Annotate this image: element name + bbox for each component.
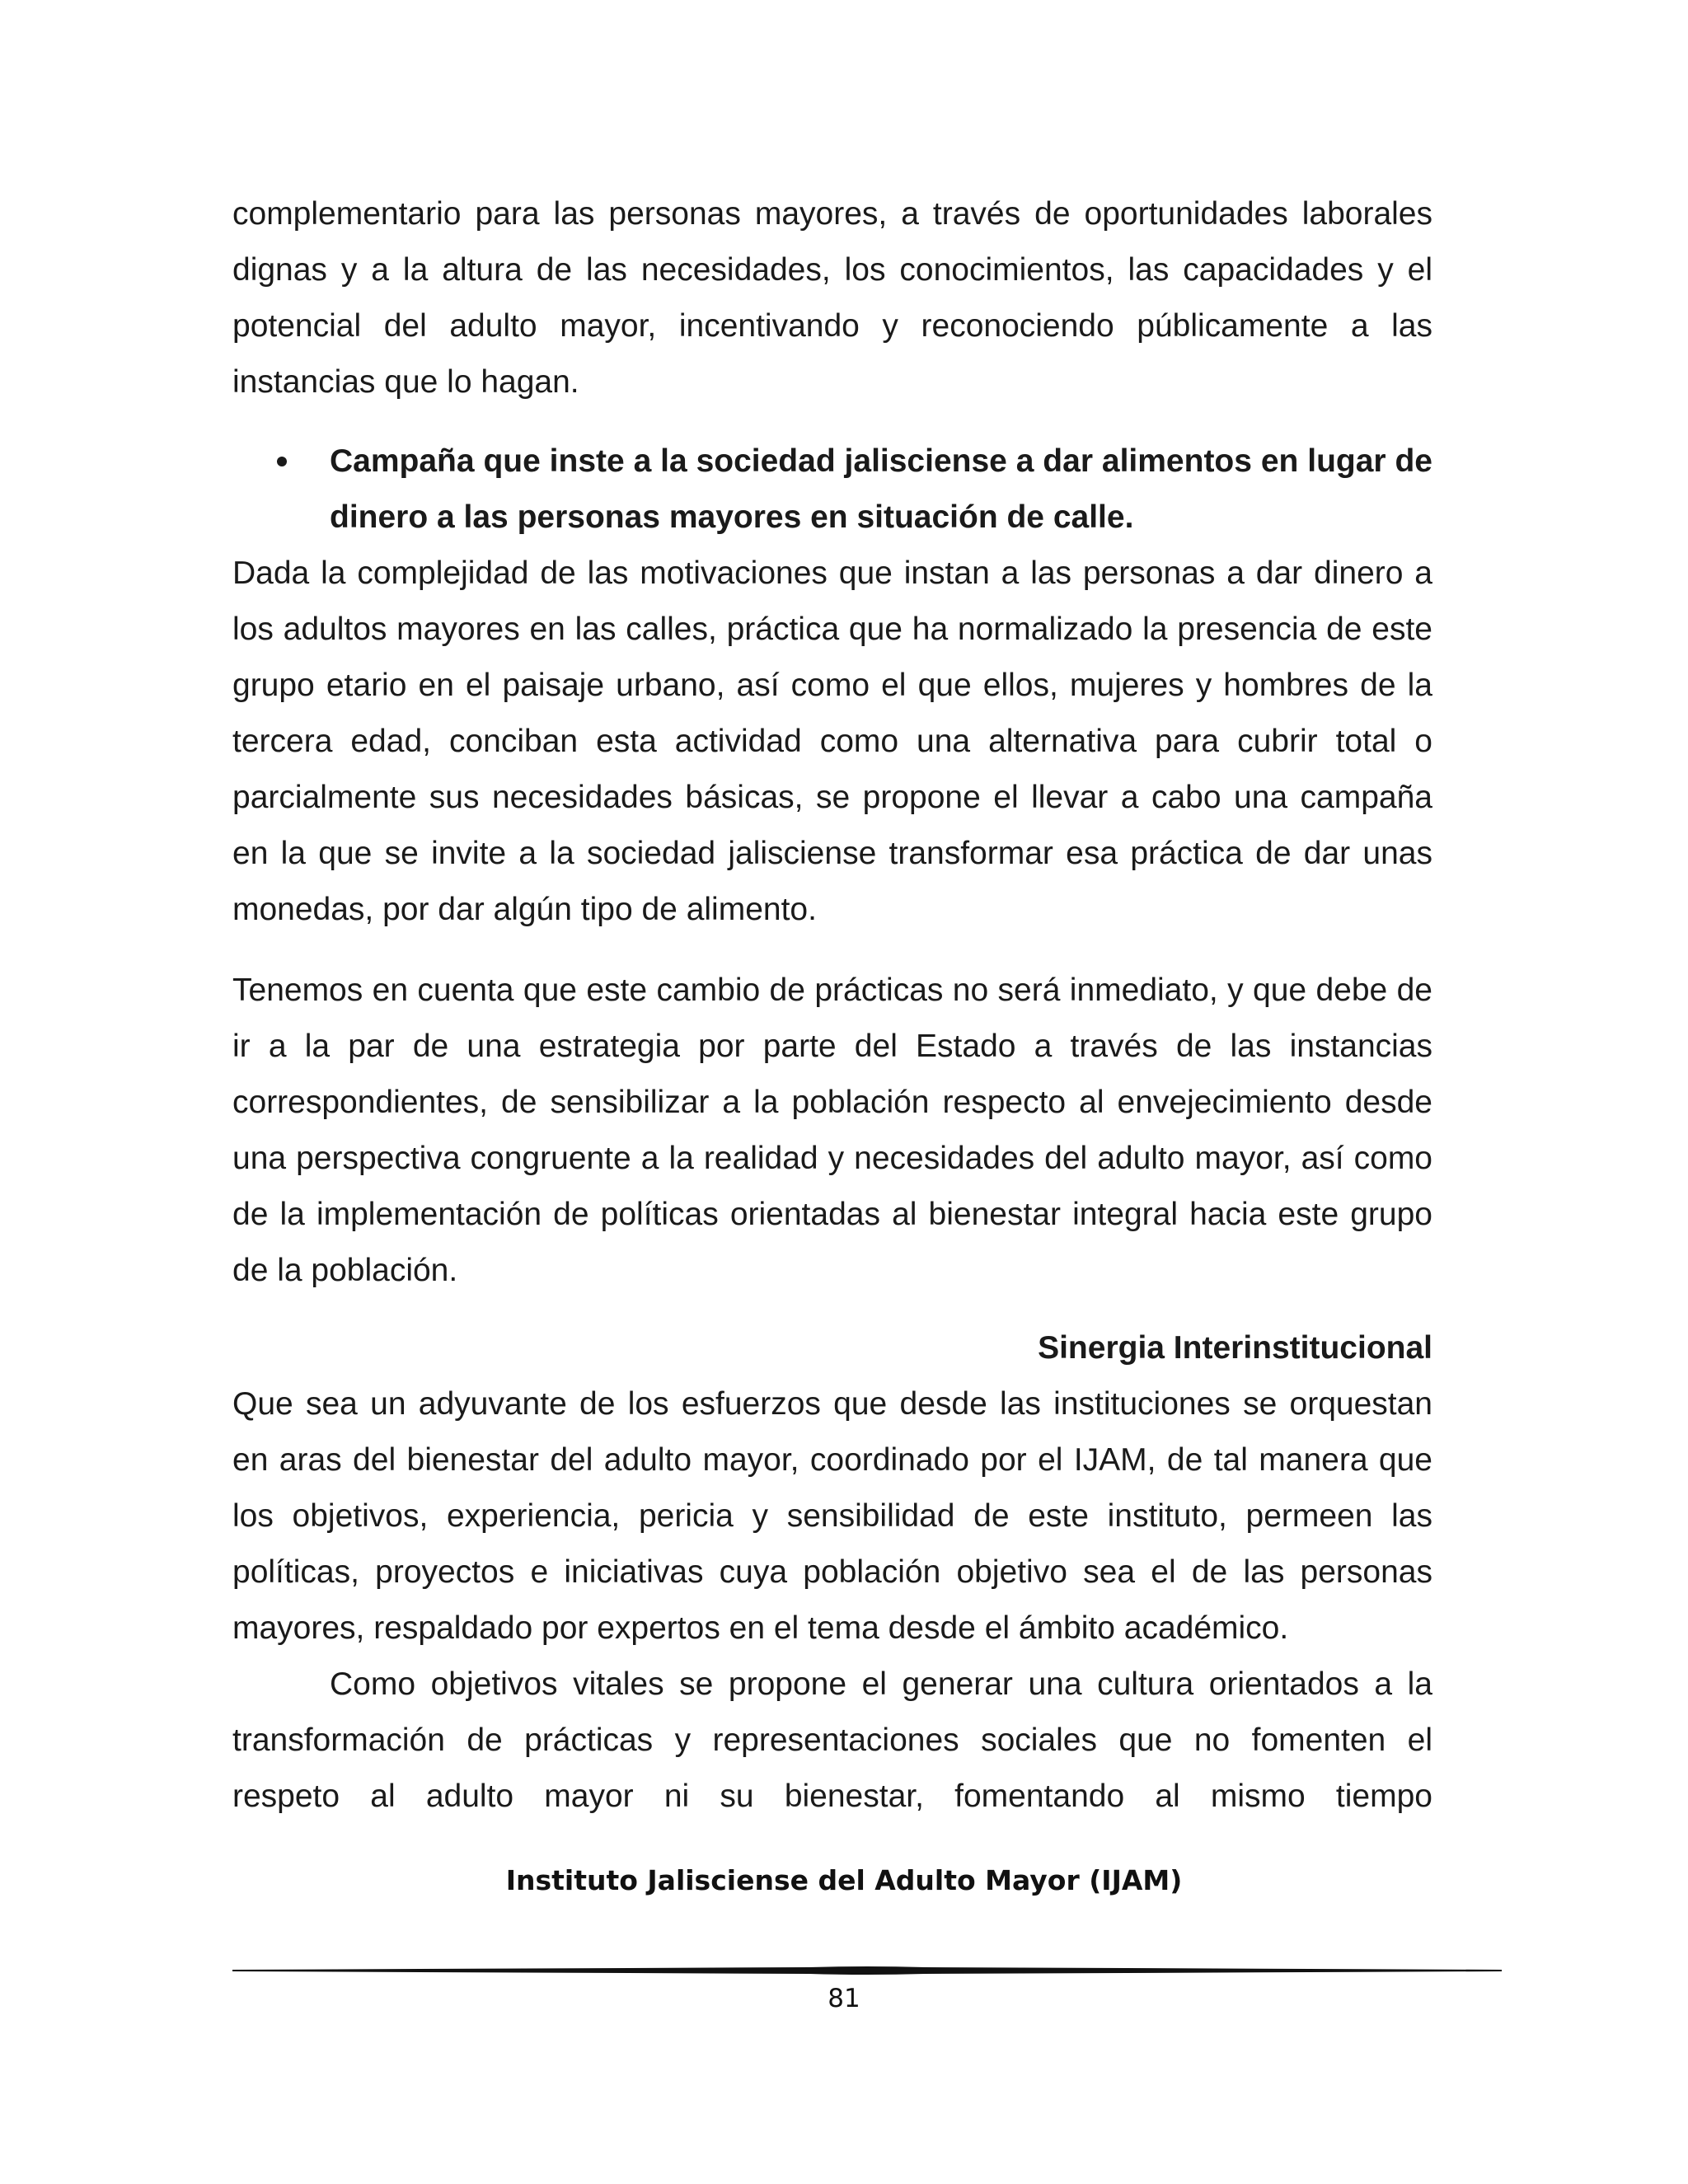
paragraph-complementario: complementario para las personas mayores, a través de oportunidades laborales dignas y a la altura de las necesidades, los conocimientos, las capacidades y el potencial del adulto mayor, incentivando y reconociendo públicamente a las instancias que lo hagan. — [232, 196, 1432, 400]
bullet-item-campana — [232, 434, 1432, 546]
paragraph-adyuvante: Que sea un adyuvante de los esfuerzos que desde las instituciones se orquestan en aras del bienestar del adulto mayor, coordinado por el IJAM, de tal manera que los objetivos, experiencia, pericia y sensibilidad de este instituto, permeen las políticas, proyectos e iniciativas cuya población objetivo sea el de las personas mayores, respaldado por expertos en el tema desde el ámbito académico. — [232, 1386, 1432, 1646]
bullet-text: Campaña que inste a la sociedad jalisciense a dar alimentos en lugar de dinero a las personas mayores en situación de calle. — [330, 443, 1432, 535]
page-number: 81 — [828, 1984, 860, 2013]
paragraph-objetivos-vitales: Como objetivos vitales se propone el generar una cultura orientados a la transformación de prácticas y representaciones sociales que no fomenten el respeto al adulto mayor ni su bienestar, fomentando al mismo tiempo — [232, 1666, 1432, 1814]
footer-divider — [232, 1963, 1502, 1978]
footer-institution: Instituto Jalisciense del Adulto Mayor (IJAM) — [505, 1864, 1183, 1896]
paragraph-cambio-practicas: Tenemos en cuenta que este cambio de prácticas no será inmediato, y que debe de ir a la par de una estrategia por parte del Estado a través de las instancias correspondientes, de sensibilizar a la población respecto al envejecimiento desde una perspectiva congruente a la realidad y necesidades del adulto mayor, así como de la implementación de políticas orientadas al bienestar integral hacia este grupo de la población. — [232, 972, 1432, 1288]
section-heading: Sinergia Interinstitucional — [1038, 1330, 1432, 1366]
page-body — [232, 186, 1432, 1825]
paragraph-complejidad: Dada la complejidad de las motivaciones que instan a las personas a dar dinero a los adultos mayores en las calles, práctica que ha normalizado la presencia de este grupo etario en el paisaje urbano, así como el que ellos, mujeres y hombres de la tercera edad, conciban esta actividad como una alternativa para cubrir total o parcialmente sus necesidades básicas, se propone el llevar a cabo una campaña en la que se invite a la sociedad jalisciense transformar esa práctica de dar unas monedas, por dar algún tipo de alimento. — [232, 555, 1432, 927]
bullet-icon — [277, 457, 287, 466]
